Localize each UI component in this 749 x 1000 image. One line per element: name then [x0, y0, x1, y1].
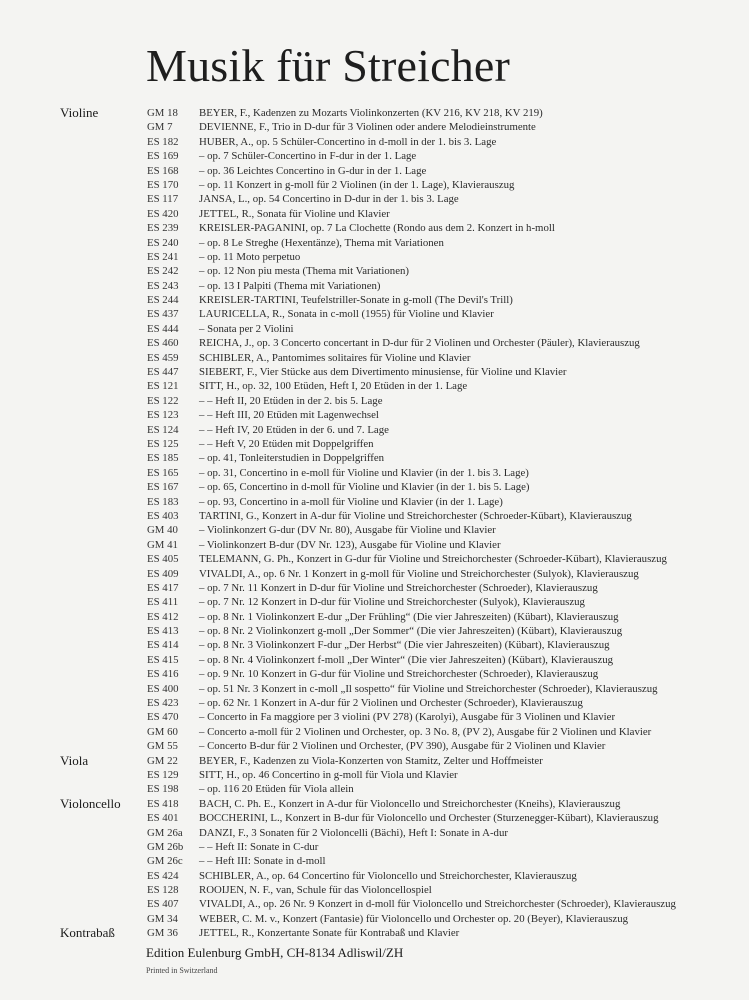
catalog-row: [0, 840, 749, 854]
catalog-description: HUBER, A., op. 5 Schüler-Concertino in d-moll in der 1. bis 3. Lage: [199, 135, 497, 148]
catalog-code: GM 26b: [147, 840, 184, 853]
catalog-row: [0, 682, 749, 696]
catalog-code: GM 55: [147, 740, 178, 753]
catalog-description: SIEBERT, F., Vier Stücke aus dem Divertimento minusiense, für Violine und Klavier: [199, 366, 567, 379]
catalog-description: TELEMANN, G. Ph., Konzert in G-dur für Violine und Streichorchester (Schroeder-Kübart), Klavierauszug: [199, 553, 667, 566]
catalog-code: ES 165: [147, 466, 179, 479]
catalog-row: [0, 696, 749, 710]
catalog-row: [0, 538, 749, 552]
catalog-description: DANZI, F., 3 Sonaten für 2 Violoncelli (Bächi), Heft I: Sonate in A-dur: [199, 826, 508, 839]
catalog-description: – op. 8 Nr. 4 Violinkonzert f-moll „Der Winter“ (Die vier Jahreszeiten) (Kübart), Klavierauszug: [199, 653, 614, 666]
catalog-description: – – Heft III: Sonate in d-moll: [199, 855, 326, 868]
catalog-description: DEVIENNE, F., Trio in D-dur für 3 Violinen oder andere Melodieinstrumente: [199, 121, 536, 134]
catalog-row: [0, 279, 749, 293]
catalog-description: VIVALDI, A., op. 26 Nr. 9 Konzert in d-moll für Violoncello und Streichorchester (Schroeder), Klavierauszug: [199, 898, 676, 911]
catalog-description: – Concerto a-moll für 2 Violinen und Orchester, op. 3 No. 8, (PV 2), Ausgabe für 2 Violinen und Klavier: [199, 725, 652, 738]
catalog-description: – op. 8 Le Streghe (Hexentänze), Thema mit Variationen: [199, 236, 444, 249]
catalog-description: SITT, H., op. 46 Concertino in g-moll für Viola und Klavier: [199, 768, 458, 781]
catalog-list: [0, 106, 749, 941]
catalog-description: – op. 41, Tonleiterstudien in Doppelgriffen: [199, 452, 385, 465]
catalog-row: [0, 567, 749, 581]
catalog-row: [0, 408, 749, 422]
catalog-row: [0, 221, 749, 235]
catalog-description: TARTINI, G., Konzert in A-dur für Violine und Streichorchester (Schroeder-Kübart), Klavierauszug: [199, 509, 632, 522]
section-heading: Kontrabaß: [60, 925, 115, 941]
section-heading: Viola: [60, 752, 89, 768]
catalog-code: ES 420: [147, 207, 179, 220]
catalog-row: [0, 869, 749, 883]
catalog-description: VIVALDI, A., op. 6 Nr. 1 Konzert in g-moll für Violine und Streichorchester (Sulyok), Klavierauszug: [199, 567, 639, 580]
catalog-row: [0, 797, 749, 811]
catalog-description: – – Heft V, 20 Etüden mit Doppelgriffen: [199, 437, 374, 450]
catalog-row: [0, 926, 749, 940]
catalog-code: ES 124: [147, 423, 179, 436]
catalog-row: [0, 307, 749, 321]
catalog-description: – op. 93, Concertino in a-moll für Violine und Klavier (in der 1. Lage): [199, 495, 503, 508]
catalog-code: ES 470: [147, 711, 179, 724]
catalog-row: [0, 423, 749, 437]
catalog-code: ES 401: [147, 812, 179, 825]
catalog-description: WEBER, C. M. v., Konzert (Fantasie) für Violoncello und Orchester op. 20 (Beyer), Klavierauszug: [199, 912, 629, 925]
catalog-description: – op. 8 Nr. 1 Violinkonzert E-dur „Der Frühling“ (Die vier Jahreszeiten) (Kübart), Klavierauszug: [199, 610, 619, 623]
catalog-description: – op. 7 Nr. 12 Konzert in D-dur für Violine und Streichorchester (Sulyok), Klavierauszug: [199, 596, 585, 609]
catalog-code: ES 117: [147, 193, 179, 206]
catalog-row: [0, 120, 749, 134]
catalog-code: GM 40: [147, 524, 178, 537]
catalog-row: [0, 293, 749, 307]
catalog-row: [0, 178, 749, 192]
catalog-description: SCHIBLER, A., Pantomimes solitaires für Violine und Klavier: [199, 351, 471, 364]
catalog-description: JETTEL, R., Sonata für Violine und Klavier: [199, 207, 390, 220]
catalog-description: – op. 65, Concertino in d-moll für Violine und Klavier (in der 1. bis 5. Lage): [199, 481, 530, 494]
catalog-description: – op. 31, Concertino in e-moll für Violine und Klavier (in der 1. bis 3. Lage): [199, 466, 529, 479]
catalog-description: JANSA, L., op. 54 Concertino in D-dur in der 1. bis 3. Lage: [199, 193, 459, 206]
catalog-code: ES 403: [147, 509, 179, 522]
catalog-row: [0, 552, 749, 566]
catalog-description: ROOIJEN, N. F., van, Schule für das Violoncellospiel: [199, 884, 432, 897]
catalog-row: [0, 883, 749, 897]
catalog-row: [0, 365, 749, 379]
catalog-code: ES 182: [147, 135, 179, 148]
catalog-code: GM 18: [147, 107, 178, 119]
catalog-description: – op. 8 Nr. 2 Violinkonzert g-moll „Der Sommer“ (Die vier Jahreszeiten) (Kübart), Klavierauszug: [199, 625, 623, 638]
catalog-description: BOCCHERINI, L., Konzert in B-dur für Violoncello und Orchester (Sturzenegger-Kübart), Klavierauszug: [199, 812, 659, 825]
catalog-row: [0, 351, 749, 365]
catalog-code: ES 239: [147, 222, 179, 235]
catalog-description: KREISLER-TARTINI, Teufelstriller-Sonate in g-moll (The Devil's Trill): [199, 294, 513, 307]
catalog-row: [0, 106, 749, 120]
catalog-description: – op. 12 Non piu mesta (Thema mit Variationen): [199, 265, 409, 278]
catalog-code: ES 413: [147, 625, 179, 638]
catalog-row: [0, 595, 749, 609]
catalog-code: ES 121: [147, 380, 179, 393]
publisher-line: Edition Eulenburg GmbH, CH-8134 Adliswil/ZH: [146, 945, 404, 960]
catalog-code: ES 129: [147, 768, 179, 781]
catalog-code: ES 244: [147, 294, 179, 307]
catalog-description: BEYER, F., Kadenzen zu Viola-Konzerten von Stamitz, Zelter und Hoffmeister: [199, 754, 543, 767]
catalog-description: – op. 7 Schüler-Concertino in F-dur in der 1. Lage: [199, 150, 417, 163]
catalog-description: – op. 62 Nr. 1 Konzert in A-dur für 2 Violinen und Orchester (Schroeder), Klavierauszug: [199, 697, 583, 710]
section-heading: Violine: [60, 105, 99, 120]
catalog-code: ES 183: [147, 495, 179, 508]
catalog-description: – – Heft II: Sonate in C-dur: [199, 840, 319, 853]
catalog-code: ES 241: [147, 250, 179, 263]
catalog-description: – – Heft IV, 20 Etüden in der 6. und 7. Lage: [199, 423, 389, 436]
catalog-description: – – Heft III, 20 Etüden mit Lagenwechsel: [199, 409, 379, 422]
catalog-code: GM 41: [147, 538, 178, 551]
catalog-code: ES 437: [147, 308, 179, 321]
catalog-code: ES 169: [147, 150, 179, 163]
catalog-description: REICHA, J., op. 3 Concerto concertant in D-dur für 2 Violinen und Orchester (Päuler), Klavierauszug: [199, 337, 640, 350]
catalog-row: [0, 710, 749, 724]
catalog-code: ES 167: [147, 481, 179, 494]
printed-in-note: Printed in Switzerland: [146, 966, 218, 975]
catalog-row: [0, 754, 749, 768]
catalog-code: GM 26c: [147, 855, 183, 868]
catalog-description: BACH, C. Ph. E., Konzert in A-dur für Violoncello und Streichorchester (Kneihs), Klavierauszug: [199, 797, 621, 810]
catalog-code: ES 424: [147, 869, 179, 882]
catalog-code: ES 407: [147, 898, 179, 911]
catalog-row: [0, 264, 749, 278]
catalog-code: ES 459: [147, 351, 179, 364]
catalog-row: [0, 653, 749, 667]
catalog-description: – Concerto B-dur für 2 Violinen und Orchester, (PV 390), Ausgabe für 2 Violinen und Klavier: [199, 740, 606, 753]
catalog-code: GM 34: [147, 912, 178, 925]
catalog-row: [0, 322, 749, 336]
catalog-code: ES 122: [147, 394, 179, 407]
catalog-description: LAURICELLA, R., Sonata in c-moll (1955) für Violine und Klavier: [199, 308, 494, 321]
catalog-code: ES 416: [147, 668, 179, 681]
catalog-row: [0, 782, 749, 796]
section-heading: Violoncello: [60, 795, 121, 811]
catalog-row: [0, 480, 749, 494]
catalog-code: ES 415: [147, 653, 179, 666]
catalog-row: [0, 192, 749, 206]
catalog-description: JETTEL, R., Konzertante Sonate für Kontrabaß und Klavier: [199, 927, 460, 940]
catalog-row: [0, 495, 749, 509]
catalog-row: [0, 149, 749, 163]
catalog-description: – op. 9 Nr. 10 Konzert in G-dur für Violine und Streichorchester (Schroeder), Klavierauszug: [199, 668, 599, 681]
catalog-row: [0, 739, 749, 753]
catalog-row: [0, 451, 749, 465]
catalog-row: [0, 811, 749, 825]
catalog-code: ES 170: [147, 178, 179, 191]
catalog-row: [0, 667, 749, 681]
catalog-code: ES 444: [147, 322, 179, 335]
catalog-row: [0, 250, 749, 264]
catalog-row: [0, 826, 749, 840]
catalog-code: ES 411: [147, 596, 179, 609]
catalog-code: GM 26a: [147, 826, 183, 839]
catalog-row: [0, 610, 749, 624]
catalog-row: [0, 897, 749, 911]
catalog-row: [0, 768, 749, 782]
catalog-description: SITT, H., op. 32, 100 Etüden, Heft I, 20 Etüden in der 1. Lage: [199, 380, 468, 393]
catalog-code: GM 60: [147, 725, 178, 738]
catalog-row: [0, 236, 749, 250]
catalog-description: BEYER, F., Kadenzen zu Mozarts Violinkonzerten (KV 216, KV 218, KV 219): [199, 107, 543, 119]
catalog-description: SCHIBLER, A., op. 64 Concertino für Violoncello und Streichorchester, Klavierauszug: [199, 869, 577, 882]
catalog-row: [0, 725, 749, 739]
catalog-row: [0, 624, 749, 638]
catalog-code: ES 185: [147, 452, 179, 465]
catalog-code: ES 418: [147, 797, 179, 810]
catalog-row: [0, 581, 749, 595]
catalog-code: ES 417: [147, 581, 179, 594]
catalog-code: ES 243: [147, 279, 179, 292]
catalog-code: GM 36: [147, 927, 178, 940]
catalog-description: – op. 11 Konzert in g-moll für 2 Violinen (in der 1. Lage), Klavierauszug: [199, 178, 515, 191]
catalog-description: – op. 7 Nr. 11 Konzert in D-dur für Violine und Streichorchester (Schroeder), Klavierauszug: [199, 581, 598, 594]
catalog-code: ES 447: [147, 366, 179, 379]
catalog-description: – Violinkonzert G-dur (DV Nr. 80), Ausgabe für Violine und Klavier: [199, 524, 496, 537]
catalog-row: [0, 379, 749, 393]
catalog-code: ES 168: [147, 164, 179, 177]
catalog-row: [0, 638, 749, 652]
catalog-code: ES 414: [147, 639, 179, 652]
catalog-code: ES 125: [147, 437, 179, 450]
catalog-row: [0, 394, 749, 408]
catalog-code: ES 405: [147, 553, 179, 566]
catalog-description: – op. 116 20 Etüden für Viola allein: [199, 783, 354, 796]
catalog-row: [0, 912, 749, 926]
catalog-description: – op. 51 Nr. 3 Konzert in c-moll „Il sospetto“ für Violine und Streichorchester (Schroeder), Klavierauszug: [199, 682, 658, 695]
catalog-row: [0, 509, 749, 523]
catalog-code: ES 198: [147, 783, 179, 796]
page-title: Musik für Streicher: [146, 40, 511, 91]
catalog-code: ES 460: [147, 337, 179, 350]
catalog-description: – op. 8 Nr. 3 Violinkonzert F-dur „Der Herbst“ (Die vier Jahreszeiten) (Kübart), Klavierauszug: [199, 639, 610, 652]
catalog-description: – Concerto in Fa maggiore per 3 violini (PV 278) (Karolyi), Ausgabe für 3 Violinen und Klavier: [199, 711, 616, 724]
catalog-code: ES 412: [147, 610, 179, 623]
catalog-code: GM 7: [147, 121, 173, 134]
catalog-row: [0, 135, 749, 149]
catalog-row: [0, 437, 749, 451]
catalog-row: [0, 466, 749, 480]
catalog-description: – – Heft II, 20 Etüden in der 2. bis 5. Lage: [199, 394, 383, 407]
catalog-description: – op. 36 Leichtes Concertino in G-dur in der 1. Lage: [199, 164, 427, 177]
catalog-description: – Violinkonzert B-dur (DV Nr. 123), Ausgabe für Violine und Klavier: [199, 538, 501, 551]
catalog-description: – op. 13 I Palpiti (Thema mit Variationen): [199, 279, 381, 292]
catalog-code: ES 409: [147, 567, 179, 580]
catalog-code: ES 400: [147, 682, 179, 695]
catalog-row: [0, 523, 749, 537]
catalog-code: ES 242: [147, 265, 179, 278]
catalog-code: ES 123: [147, 409, 179, 422]
catalog-row: [0, 854, 749, 868]
catalog-code: ES 128: [147, 884, 179, 897]
catalog-row: [0, 336, 749, 350]
catalog-row: [0, 164, 749, 178]
catalog-code: ES 240: [147, 236, 179, 249]
catalog-description: – Sonata per 2 Violini: [199, 322, 294, 335]
catalog-row: [0, 207, 749, 221]
catalog-code: ES 423: [147, 697, 179, 710]
catalog-description: – op. 11 Moto perpetuo: [199, 250, 301, 263]
catalog-code: GM 22: [147, 754, 178, 767]
catalog-description: KREISLER-PAGANINI, op. 7 La Clochette (Rondo aus dem 2. Konzert in h-moll: [199, 222, 555, 235]
